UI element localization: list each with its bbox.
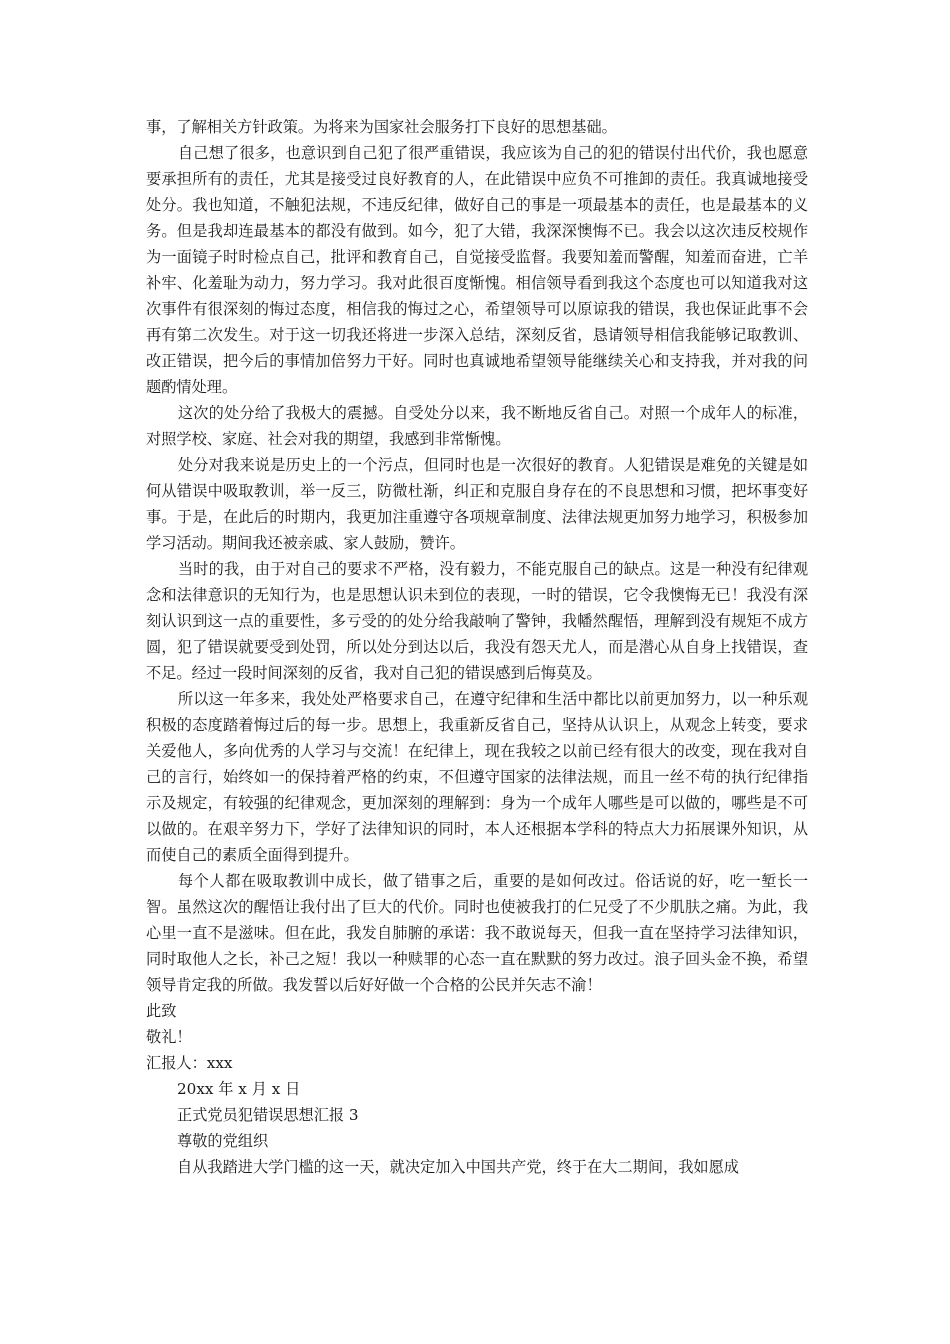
next-report-title: 正式党员犯错误思想汇报 3 [177,1106,359,1124]
document-page [146,114,808,1180]
paragraph-3: 这次的处分给了我极大的震撼。自受处分以来，我不断地反省自己。对照一个成年人的标准，对照学校、家庭、社会对我的期望，我感到非常惭愧。 [146,404,808,448]
reporter-line: 汇报人：xxx [146,1054,233,1072]
paragraph-6: 所以这一年多来，我处处严格要求自己，在遵守纪律和生活中都比以前更加努力，以一种乐观积极的态度踏着悔过后的每一步。思想上，我重新反省自己，坚持从认识上，从观念上转变，要求关爱他人，多向优秀的人学习与交流！在纪律上，现在我较之以前已经有很大的改变，现在我对自己的言行，始终如一的保持着严格的约束，不但遵守国家的法律法规，而且一丝不苟的执行纪律指示及规定，有较强的纪律观念，更加深刻的理解到：身为一个成年人哪些是可以做的，哪些是不可以做的。在艰辛努力下，学好了法律知识的同时，本人还根据本学科的特点大力拓展课外知识，从而使自己的素质全面得到提升。 [146,690,808,864]
date-line: 20xx 年 x 月 x 日 [177,1080,301,1098]
paragraph-5: 当时的我，由于对自己的要求不严格，没有毅力，不能克服自己的缺点。这是一种没有纪律观念和法律意识的无知行为，也是思想认识未到位的表现，一时的错误，它令我懊悔无已！我没有深刻认识到这一点的重要性，多亏受的的处分给我敲响了警钟，我幡然醒悟，理解到没有规矩不成方圆，犯了错误就要受到处罚，所以处分到达以后，我没有怨天尤人，而是潜心从自身上找错误，查不足。经过一段时间深刻的反省，我对自己犯的错误感到后悔莫及。 [146,560,808,682]
salute-line: 敬礼！ [146,1028,192,1046]
paragraph-7: 每个人都在吸取教训中成长，做了错事之后，重要的是如何改过。俗话说的好，吃一堑长一智。虽然这次的醒悟让我付出了巨大的代价。同时也使被我打的仁兄受了不少肌肤之痛。为此，我心里一直不是滋味。但在此，我发自肺腑的承诺：我不敢说每天，但我一直在坚持学习法律知识，同时取他人之长，补己之短！我以一种赎罪的心态一直在默默的努力改过。浪子回头金不换，希望领导肯定我的所做。我发誓以后好好做一个合格的公民并矢志不渝！ [146,872,808,994]
next-report-greeting: 尊敬的党组织 [177,1132,269,1150]
paragraph-2: 自己想了很多，也意识到自己犯了很严重错误，我应该为自己的犯的错误付出代价，我也愿意要承担所有的责任，尤其是接受过良好教育的人，在此错误中应负不可推卸的责任。我真诚地接受处分。我也知道，不触犯法规，不违反纪律，做好自己的事是一项最基本的责任，也是最基本的义务。但是我却连最基本的都没有做到。如今，犯了大错，我深深懊悔不已。我会以这次违反校规作为一面镜子时时检点自己，批评和教育自己，自觉接受监督。我要知羞而警醒，知羞而奋进，亡羊补牢、化羞耻为动力，努力学习。我对此很百度惭愧。相信领导看到我这个态度也可以知道我对这次事件有很深刻的悔过态度，相信我的悔过之心，希望领导可以原谅我的错误，我也保证此事不会再有第二次发生。对于这一切我还将进一步深入总结，深刻反省，恳请领导相信我能够记取教训、改正错误，把今后的事情加倍努力干好。同时也真诚地希望领导能继续关心和支持我，并对我的问题酌情处理。 [146,144,808,396]
paragraph-1: 事，了解相关方针政策。为将来为国家社会服务打下良好的思想基础。 [146,118,617,136]
closing-line: 此致 [146,1002,177,1020]
paragraph-4: 处分对我来说是历史上的一个污点，但同时也是一次很好的教育。人犯错误是难免的关键是如何从错误中吸取教训，举一反三，防微杜渐，纠正和克服自身存在的不良思想和习惯，把坏事变好事。于是，在此后的时期内，我更加注重遵守各项规章制度、法律法规更加努力地学习，积极参加学习活动。期间我还被亲戚、家人鼓励，赞许。 [146,456,808,552]
next-report-first-line: 自从我踏进大学门槛的这一天，就决定加入中国共产党，终于在大二期间，我如愿成 [177,1158,739,1176]
